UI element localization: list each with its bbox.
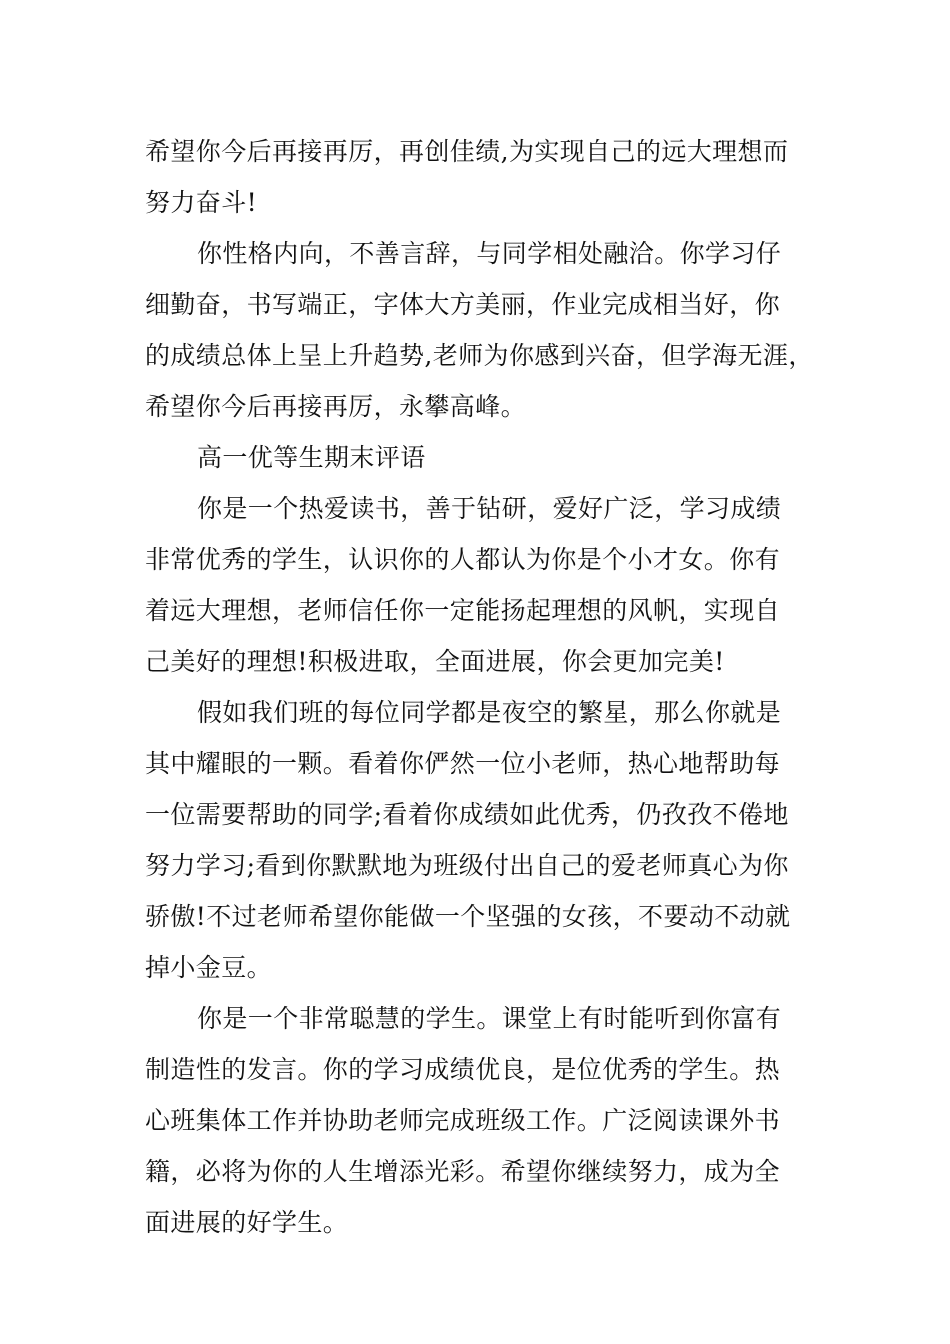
- text-line: 努力学习;看到你默默地为班级付出自己的爱老师真心为你: [145, 851, 789, 880]
- section-heading: 高一优等生期末评语: [197, 443, 426, 472]
- text-line: 面进展的好学生。: [145, 1208, 349, 1237]
- text-line: 着远大理想，老师信任你一定能扬起理想的风帆，实现自: [145, 596, 781, 625]
- text-line: 你是一个非常聪慧的学生。课堂上有时能听到你富有: [197, 1004, 782, 1033]
- text-line: 细勤奋，书写端正，字体大方美丽，作业完成相当好，你: [145, 290, 781, 319]
- text-line: 你是一个热爱读书，善于钻研，爱好广泛，学习成绩: [197, 494, 782, 523]
- text-line: 非常优秀的学生，认识你的人都认为你是个小才女。你有: [145, 545, 781, 574]
- text-line: 制造性的发言。你的学习成绩优良，是位优秀的学生。热: [145, 1055, 781, 1084]
- text-line: 骄傲!不过老师希望你能做一个坚强的女孩，不要动不动就: [145, 902, 791, 931]
- text-line: 己美好的理想!积极进取，全面进展，你会更加完美!: [145, 647, 725, 676]
- text-line: 心班集体工作并协助老师完成班级工作。广泛阅读课外书: [145, 1106, 781, 1135]
- text-line: 其中耀眼的一颗。看着你俨然一位小老师，热心地帮助每: [145, 749, 781, 778]
- text-line: 籍，必将为你的人生增添光彩。希望你继续努力，成为全: [145, 1157, 781, 1186]
- text-line: 掉小金豆。: [145, 953, 273, 982]
- text-line: 一位需要帮助的同学;看着你成绩如此优秀，仍孜孜不倦地: [145, 800, 789, 829]
- text-line: 的成绩总体上呈上升趋势,老师为你感到兴奋，但学海无涯，: [145, 341, 814, 370]
- text-line: 希望你今后再接再厉，再创佳绩,为实现自己的远大理想而: [145, 137, 789, 166]
- text-line: 你性格内向，不善言辞，与同学相处融洽。你学习仔: [197, 239, 782, 268]
- document-body: [145, 126, 814, 1248]
- text-line: 希望你今后再接再厉，永攀高峰。: [145, 392, 527, 421]
- text-line: 假如我们班的每位同学都是夜空的繁星，那么你就是: [197, 698, 782, 727]
- text-line: 努力奋斗!: [145, 188, 258, 217]
